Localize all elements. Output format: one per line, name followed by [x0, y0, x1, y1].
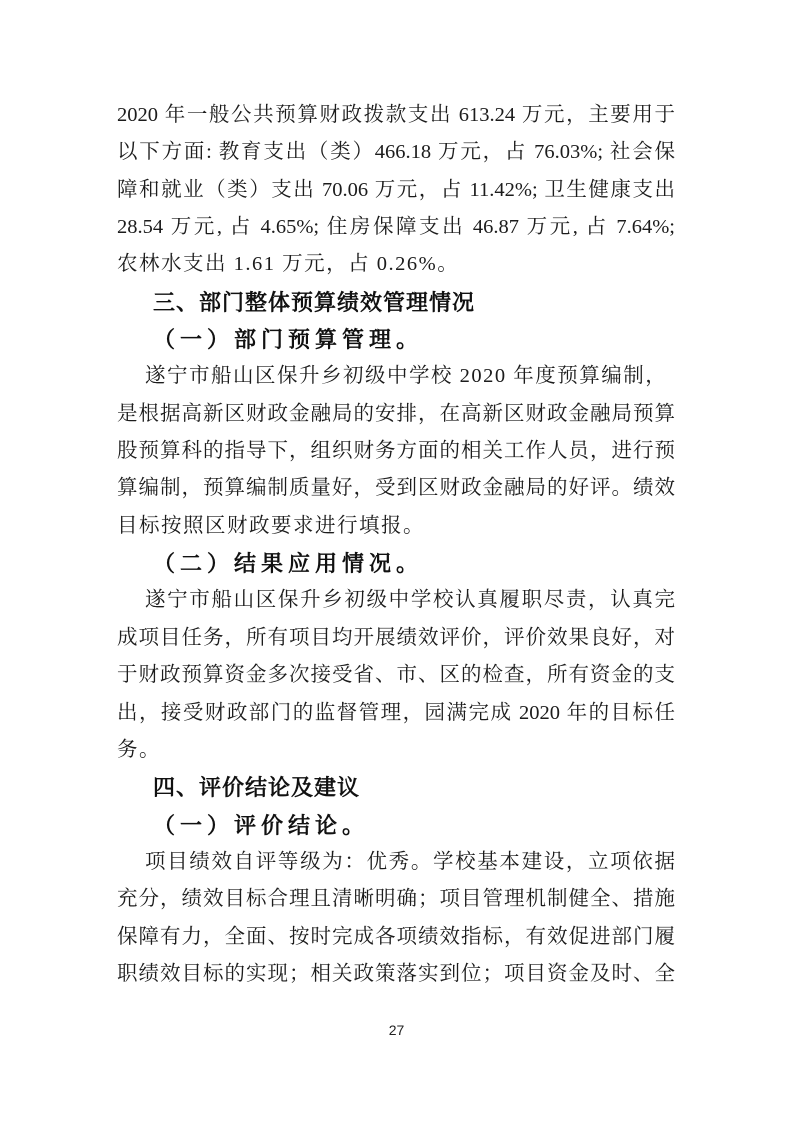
- paragraph-line: 务。: [117, 738, 161, 761]
- paragraph-line: 项目绩效自评等级为：优秀。学校基本建设，立项依据: [145, 850, 675, 873]
- paragraph-line: 保障有力，全面、按时完成各项绩效指标，有效促进部门履: [117, 925, 675, 948]
- subsection-heading: （一）评价结论。: [153, 812, 370, 838]
- paragraph-line: 障和就业（类）支出 70.06 万元，占 11.42%; 卫生健康支出: [117, 178, 675, 201]
- paragraph-line: 农林水支出 1.61 万元，占 0.26%。: [117, 253, 460, 276]
- paragraph-line: 28.54 万元, 占 4.65%; 住房保障支出 46.87 万元, 占 7.64%;: [117, 216, 675, 239]
- paragraph-line: 充分，绩效目标合理且清晰明确；项目管理机制健全、措施: [117, 888, 675, 911]
- section-heading-3: 三、部门整体预算绩效管理情况: [153, 289, 476, 315]
- subsection-heading: （一）部门预算管理。: [153, 327, 424, 353]
- paragraph-line: 成项目任务，所有项目均开展绩效评价，评价效果良好，对: [117, 626, 675, 649]
- paragraph-line: 遂宁市船山区保升乡初级中学校认真履职尽责，认真完: [145, 589, 675, 612]
- page-number: 27: [388, 1022, 405, 1038]
- paragraph-line: 2020 年一般公共预算财政拨款支出 613.24 万元，主要用于: [117, 104, 675, 126]
- paragraph-line: 是根据高新区财政金融局的安排，在高新区财政金融局预算: [117, 402, 675, 425]
- document-body: [117, 97, 675, 993]
- subsection-heading: （二）结果应用情况。: [153, 551, 424, 577]
- paragraph-line: 算编制，预算编制质量好，受到区财政金融局的好评。绩效: [117, 477, 675, 500]
- paragraph-line: 股预算科的指导下，组织财务方面的相关工作人员，进行预: [117, 440, 675, 463]
- paragraph-line: 于财政预算资金多次接受省、市、区的检查，所有资金的支: [117, 664, 675, 687]
- paragraph-line: 目标按照区财政要求进行填报。: [117, 514, 425, 537]
- section-heading-4: 四、评价结论及建议: [153, 775, 361, 801]
- paragraph-line: 出，接受财政部门的监督管理，园满完成 2020 年的目标任: [117, 701, 675, 724]
- paragraph-line: 职绩效目标的实现；相关政策落实到位；项目资金及时、全: [117, 962, 675, 985]
- paragraph-line: 遂宁市船山区保升乡初级中学校 2020 年度预算编制，: [145, 365, 668, 388]
- paragraph-line: 以下方面: 教育支出（类）466.18 万元，占 76.03%; 社会保: [117, 141, 675, 164]
